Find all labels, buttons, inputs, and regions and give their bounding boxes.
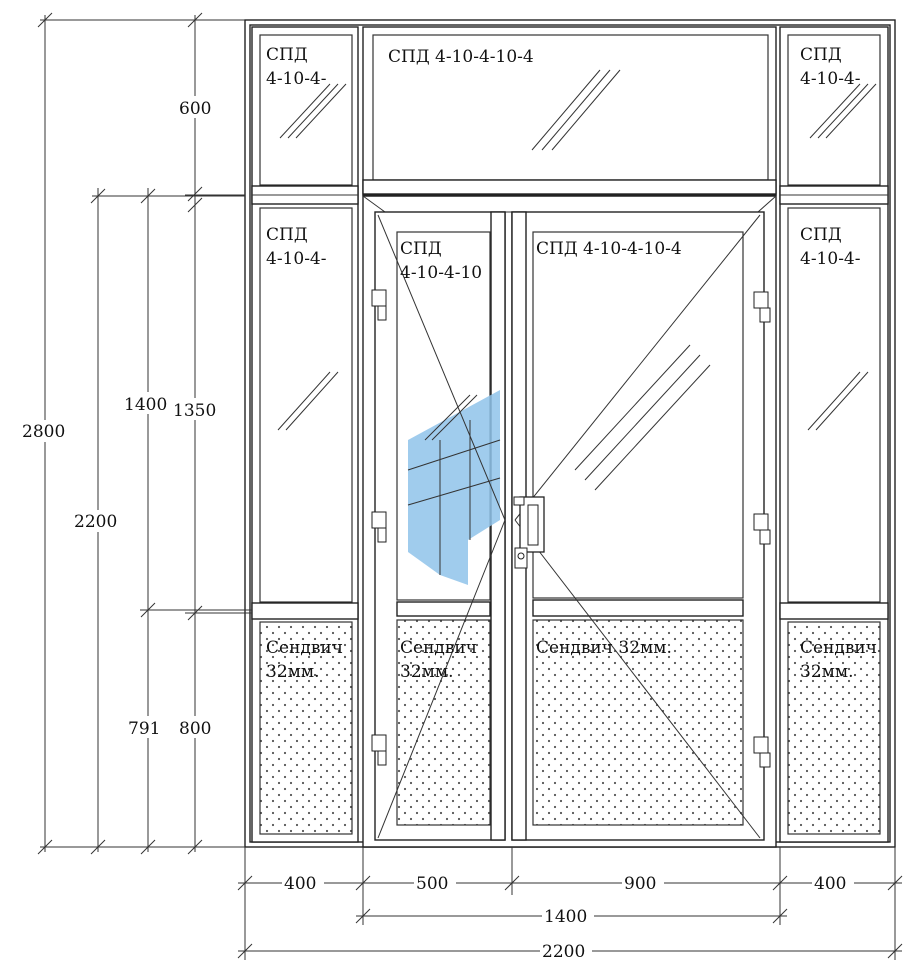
label-left-leaf-line1: СПД bbox=[400, 239, 442, 259]
dim-door-height: 2200 bbox=[74, 512, 118, 532]
right-door-leaf bbox=[512, 212, 764, 840]
horizontal-dimension-values bbox=[282, 872, 854, 962]
label-right-leaf-sandwich: Сендвич 32мм. bbox=[536, 638, 672, 658]
dim-upper-inner: 1350 bbox=[173, 401, 217, 421]
vertical-dimension-values bbox=[20, 96, 222, 739]
dim-top-section: 600 bbox=[179, 99, 212, 119]
label-left-sandwich-line2: 32мм. bbox=[266, 662, 320, 682]
label-left-top-line2: 4-10-4- bbox=[266, 69, 327, 89]
label-left-leaf-sandwich-line1: Сендвич bbox=[400, 638, 478, 658]
right-side-lower-bar bbox=[780, 603, 888, 619]
label-left-leaf-line2: 4-10-4-10 bbox=[400, 263, 483, 283]
label-right-top-line1: СПД bbox=[800, 45, 842, 65]
label-left-top-line1: СПД bbox=[266, 45, 308, 65]
label-right-middle-line2: 4-10-4- bbox=[800, 249, 861, 269]
left-side-lower-bar bbox=[252, 603, 358, 619]
door-lock-icon bbox=[515, 548, 527, 568]
label-top-center: СПД 4-10-4-10-4 bbox=[388, 47, 534, 67]
label-right-sandwich-line2: 32мм. bbox=[800, 662, 854, 682]
dim-total-width: 2200 bbox=[542, 942, 586, 962]
top-center-bottom-bar bbox=[363, 180, 776, 194]
dim-lower-inner: 800 bbox=[179, 719, 212, 739]
label-left-middle-line1: СПД bbox=[266, 225, 308, 245]
label-left-sandwich-line1: Сендвич bbox=[266, 638, 344, 658]
dim-left-leaf-width: 500 bbox=[416, 874, 449, 894]
dim-total-height: 2800 bbox=[22, 422, 66, 442]
label-right-leaf: СПД 4-10-4-10-4 bbox=[536, 239, 682, 259]
dim-side-right-width: 400 bbox=[814, 874, 847, 894]
dim-upper-outer: 1400 bbox=[124, 395, 168, 415]
left-side-transom-bar bbox=[252, 186, 358, 204]
label-left-middle-line2: 4-10-4- bbox=[266, 249, 327, 269]
label-right-sandwich-line1: Сендвич bbox=[800, 638, 878, 658]
label-left-leaf-sandwich-line2: 32мм. bbox=[400, 662, 454, 682]
label-right-top-line2: 4-10-4- bbox=[800, 69, 861, 89]
label-right-middle-line1: СПД bbox=[800, 225, 842, 245]
dim-right-leaf-width: 900 bbox=[624, 874, 657, 894]
dim-door-width: 1400 bbox=[544, 907, 588, 927]
dim-lower-outer: 791 bbox=[128, 719, 161, 739]
left-door-leaf bbox=[375, 212, 505, 840]
right-side-transom-bar bbox=[780, 186, 888, 204]
dim-side-left-width: 400 bbox=[284, 874, 317, 894]
